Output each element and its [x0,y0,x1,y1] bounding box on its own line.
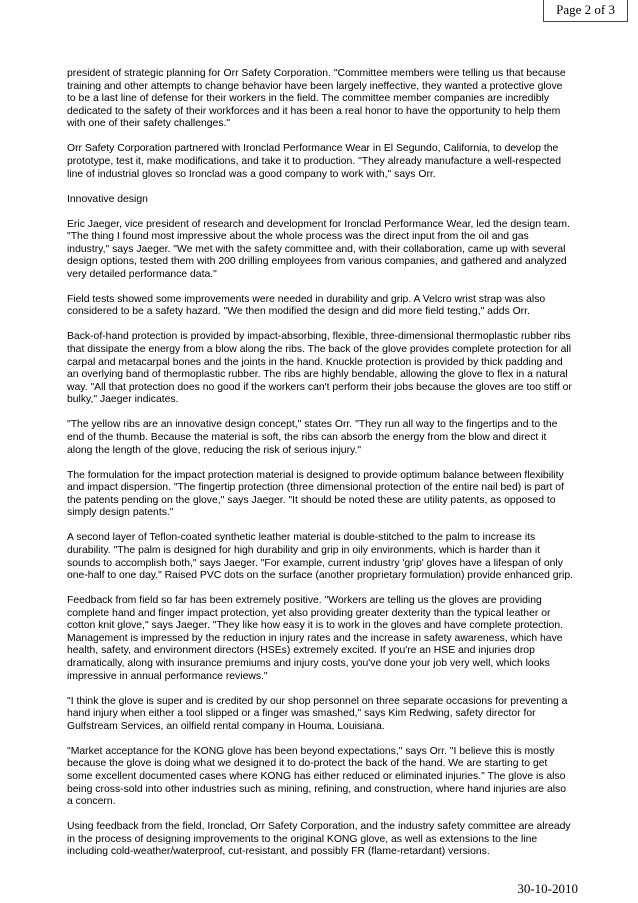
paragraph: "The yellow ribs are an innovative design concept," states Orr. "They run all way to the fingertips and to the end of the thumb. Because the material is soft, the ribs can absorb the energy from the blow and direct it along the length of the glove, reducing the risk of serious injury." [67,419,558,456]
paragraph: Feedback from field so far has been extremely positive. "Workers are telling us the gloves are providing complete hand and finger impact protection, yet also providing greater dexterity than the typical leather or cotton knit glove," says Jaeger. "They like how easy it is to work in the gloves and have complete protection. Management is impressed by the reduction in injury rates and the increase in safety awareness, which have health, safety, and environment directors (HSEs) extremely excited. If you're an HSE and injuries drop dramatically, along with insurance premiums and injury costs, you've done your job very well, which looks impressive in annual performance reviews." [67,595,563,682]
paragraph: The formulation for the impact protection material is designed to provide optimum balance between flexibility and impact dispersion. "The fingertip protection (three dimensional protection of the entire nail bed) is part of the patents pending on the glove," says Jaeger. "It should be noted these are utility patents, as opposed to simply design patents." [67,469,564,519]
paragraph: Eric Jaeger, vice president of research and development for Ironclad Performance Wear, led the design team. "The thing I found most impressive about the whole process was the direct input from the oil and gas industry," says Jaeger. "We met with the safety committee and, with their collaboration, came up with several design options, tested them with 200 drilling employees from various companies, and gathered and analyzed very detailed performance data." [67,218,570,280]
paragraph: president of strategic planning for Orr Safety Corporation. "Committee members were telling us that because training and other attempts to change behavior have been largely ineffective, they wanted a protective glove to be a last line of defense for their workers in the field. The committee member companies are incredibly dedicated to the safety of their workforces and it has been a real honor to have the opportunity to help them with one of their safety challenges." [67,68,566,130]
paragraph: "Market acceptance for the KONG glove has been beyond expectations," says Orr. "I believe this is mostly because the glove is doing what we designed it to do-protect the back of the hand. We are starting to get some excellent documented cases where KONG has either reduced or eliminated injuries." The glove is also being cross-sold into other industries such as mining, refining, and construction, where hand injuries are also a concern. [67,745,567,808]
article-body [67,68,573,871]
paragraph: Orr Safety Corporation partnered with Ironclad Performance Wear in El Segundo, California, to develop the prototype, test it, make modifications, and take it to production. "They already manufacture a well-respected line of industrial gloves so Ironclad was a good company to work with," says Orr. [67,143,562,180]
paragraph: A second layer of Teflon-coated synthetic leather material is double-stitched to the palm to increase its durability. "The palm is designed for high durability and grip in oily environments, which is harder than it sounds to accomplish both," says Jaeger. "For example, current industry 'grip' gloves have a lifespan of only one-half to one day." Raised PVC dots on the surface (another proprietary formulation) provide enhanced grip. [67,532,574,582]
paragraph: Field tests showed some improvements were needed in durability and grip. A Velcro wrist strap was also considered to be a safety hazard. "We then modified the design and did more field testing," adds Orr. [67,293,546,318]
paragraph: "I think the glove is super and is credited by our shop personnel on three separate occasions for preventing a hand injury when either a tool slipped or a finger was smashed," says Kim Redwing, safety director for Gulfstream Services, an oilfield rental company in Houma, Louisiana. [67,695,568,732]
footer-date: 30-10-2010 [517,881,578,896]
paragraph: Back-of-hand protection is provided by impact-absorbing, flexible, three-dimensional thermoplastic rubber ribs that dissipate the energy from a blow along the ribs. The back of the glove provides complete protection for all carpal and metacarpal bones and the joints in the hand. Knuckle protection is provided by thick padding and an overlying band of thermoplastic rubber. The ribs are highly bendable, allowing the glove to flex in a natural way. "All that protection does no good if the workers can't perform their jobs because the gloves are too stiff or bulky," Jaeger indicates. [67,331,572,406]
page-number-label: Page 2 of 3 [543,0,628,22]
section-heading: Innovative design [67,193,148,205]
paragraph: Using feedback from the field, Ironclad, Orr Safety Corporation, and the industry safety committee are already in the process of designing improvements to the original KONG glove, as well as extensions to the line including cold-weather/waterproof, cut-resistant, and possibly FR (flame-retardant) versions. [67,821,571,858]
